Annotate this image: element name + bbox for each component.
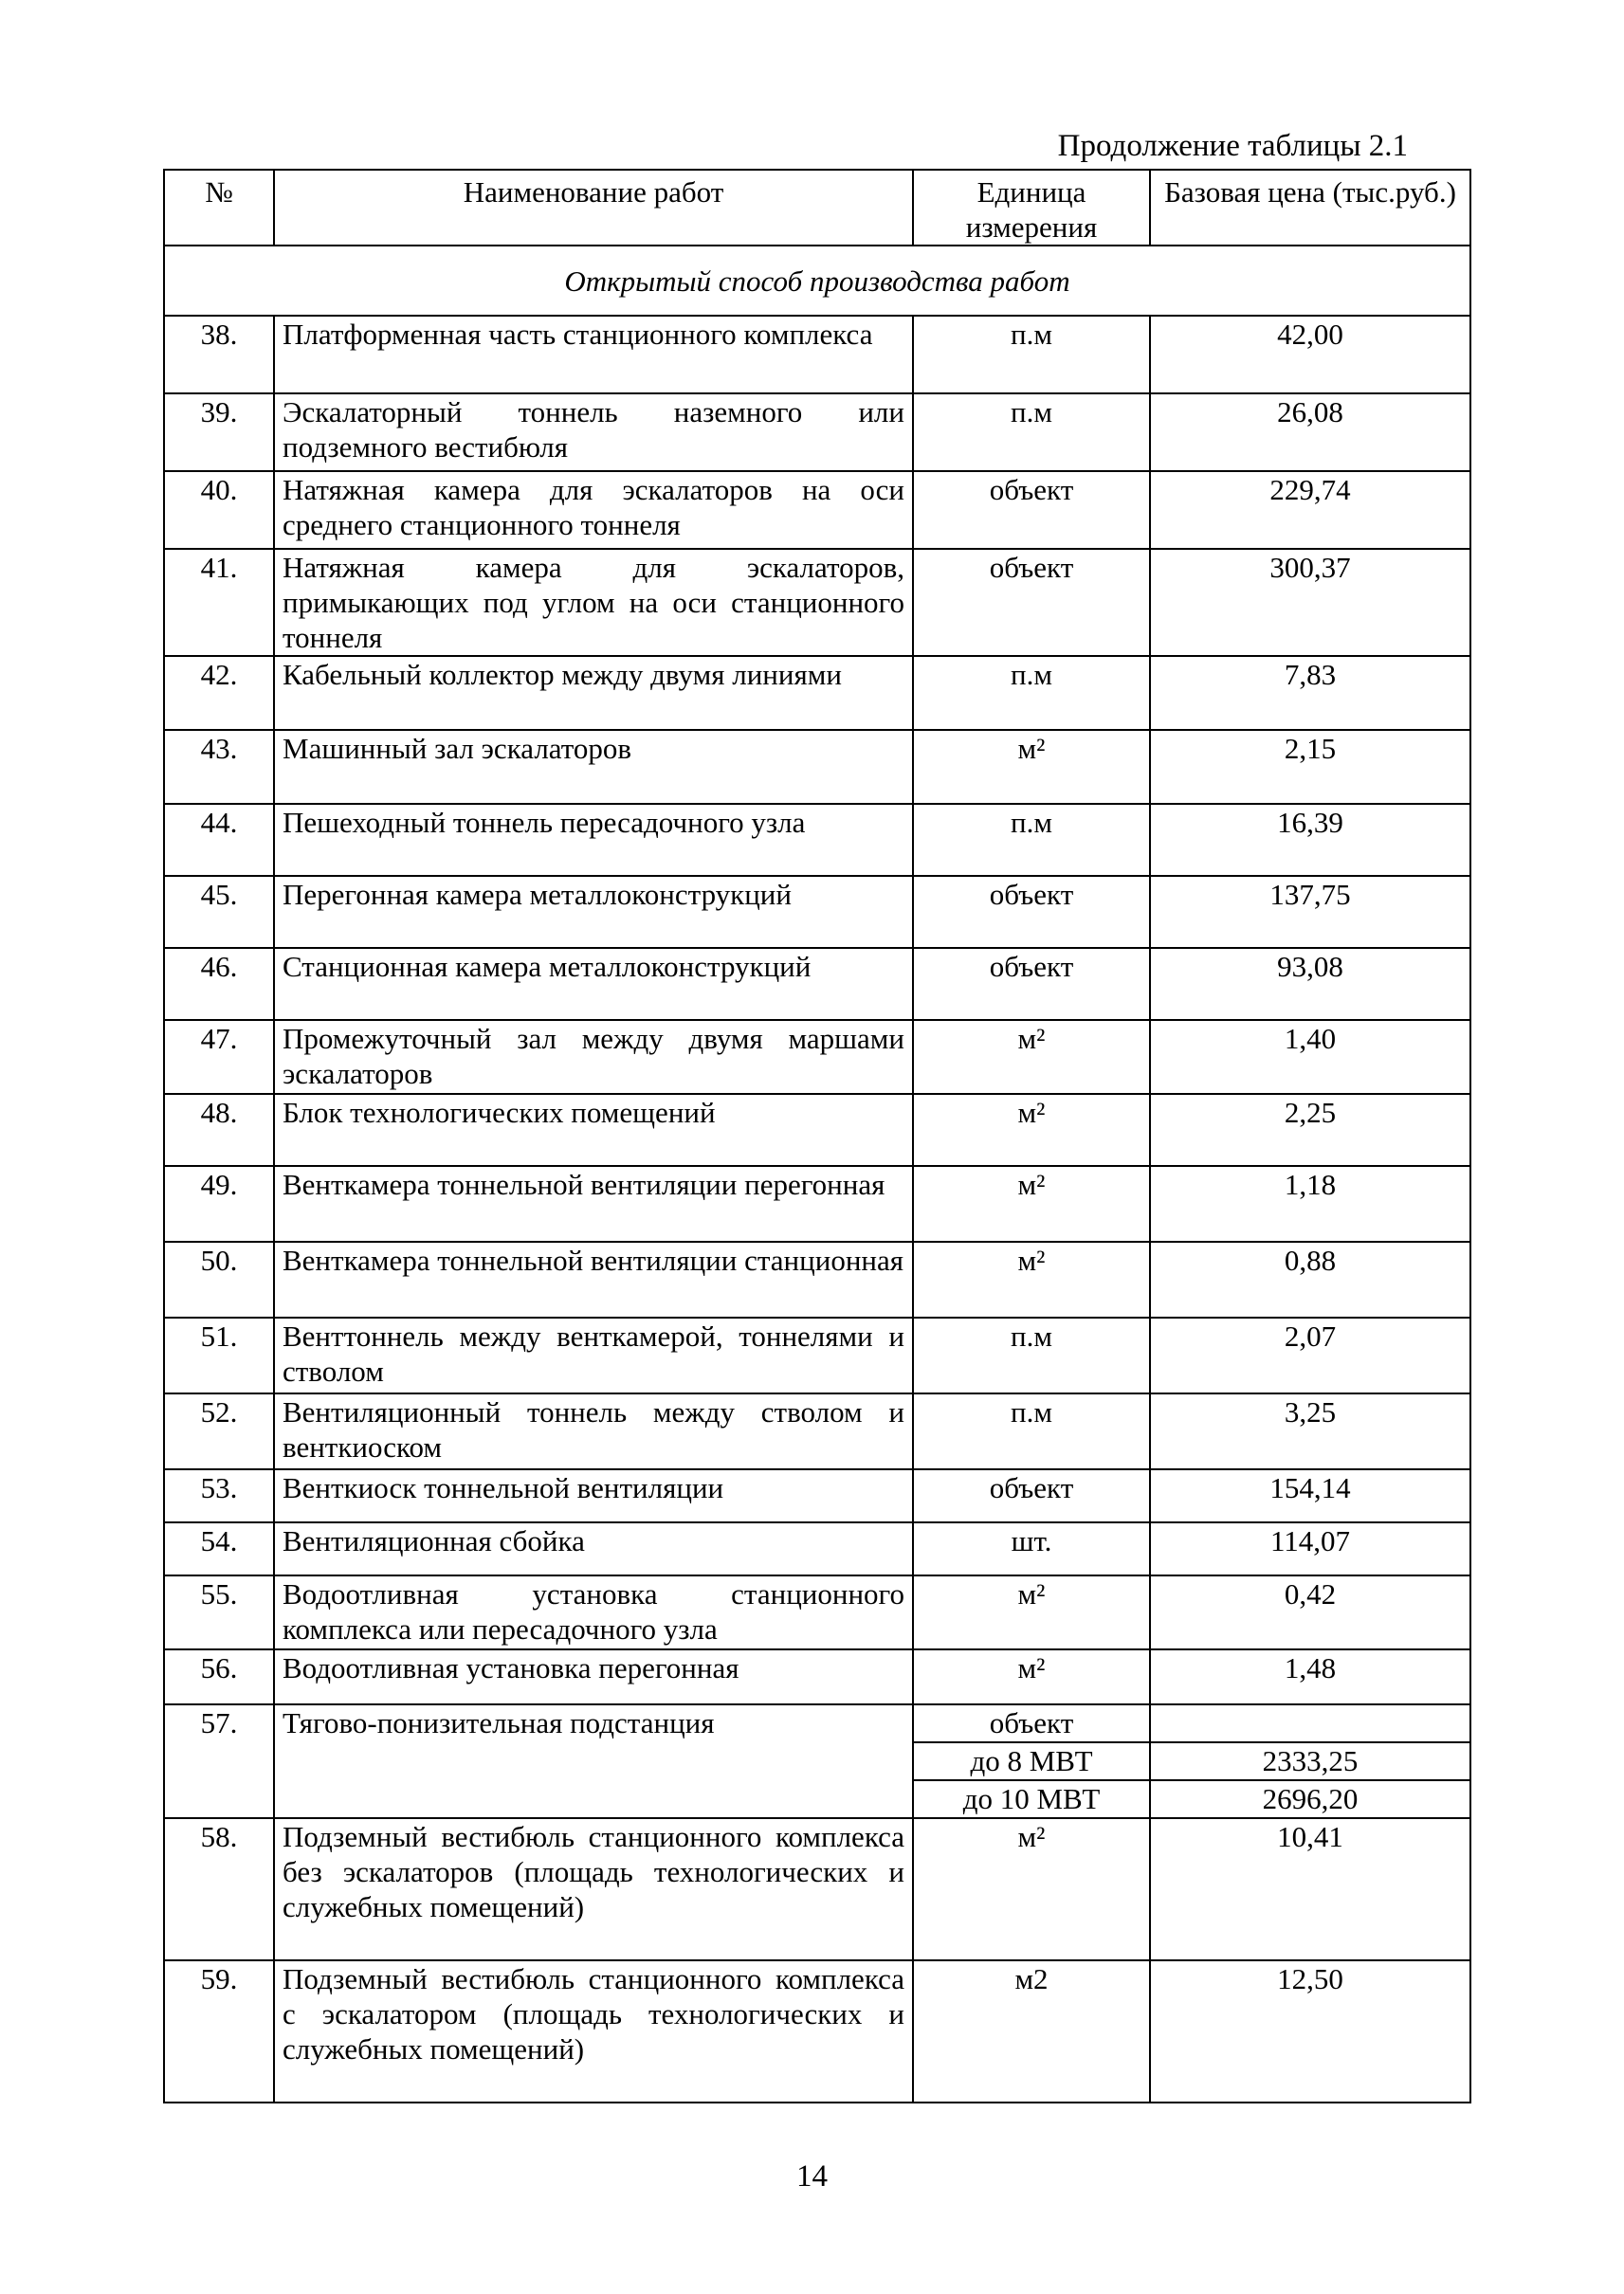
row-name: Вентиляционный тоннель между стволом и венткиоском [274, 1393, 913, 1469]
row-number: 46. [164, 948, 274, 1020]
row-price: 2,07 [1150, 1318, 1470, 1393]
table-row [164, 316, 1470, 393]
row-price: 26,08 [1150, 393, 1470, 471]
row-number: 57. [164, 1704, 274, 1818]
row-number: 39. [164, 393, 274, 471]
row-unit: м² [913, 1818, 1150, 1960]
table-row [164, 730, 1470, 804]
row-name: Венткамера тоннельной вентиляции станционная [274, 1242, 913, 1318]
row-unit: п.м [913, 1393, 1150, 1469]
table-row [164, 1469, 1470, 1522]
row-number: 59. [164, 1960, 274, 2103]
row-name: Станционная камера металлоконструкций [274, 948, 913, 1020]
row-price: 1,18 [1150, 1166, 1470, 1242]
page-number: 14 [796, 2159, 828, 2194]
row-name: Венткамера тоннельной вентиляции перегонная [274, 1166, 913, 1242]
sub-unit: объект [914, 1705, 1149, 1743]
row-price: 1,48 [1150, 1649, 1470, 1704]
row-unit: м² [913, 730, 1150, 804]
row-number: 56. [164, 1649, 274, 1704]
row-unit: шт. [913, 1522, 1150, 1575]
table-row [164, 1318, 1470, 1393]
row-name: Машинный зал эскалаторов [274, 730, 913, 804]
row-unit: п.м [913, 316, 1150, 393]
table-row [164, 1649, 1470, 1704]
price-table [163, 169, 1471, 2103]
table-row [164, 1960, 1470, 2103]
row-number: 48. [164, 1094, 274, 1166]
row-unit-group [913, 1704, 1150, 1818]
row-name: Водоотливная установка перегонная [274, 1649, 913, 1704]
row-name: Натяжная камера для эскалаторов на оси среднего станционного тоннеля [274, 471, 913, 549]
table-row [164, 804, 1470, 876]
row-unit: м² [913, 1575, 1150, 1649]
row-price: 16,39 [1150, 804, 1470, 876]
row-number: 49. [164, 1166, 274, 1242]
row-name: Натяжная камера для эскалаторов, примыкающих под углом на оси станционного тоннеля [274, 549, 913, 656]
row-name: Водоотливная установка станционного комплекса или пересадочного узла [274, 1575, 913, 1649]
row-unit: объект [913, 549, 1150, 656]
table-row [164, 549, 1470, 656]
row-unit: м² [913, 1649, 1150, 1704]
row-name: Вентиляционная сбойка [274, 1522, 913, 1575]
table-row [164, 876, 1470, 948]
row-price: 10,41 [1150, 1818, 1470, 1960]
row-unit: м² [913, 1020, 1150, 1094]
row-name: Подземный вестибюль станционного комплекса без эскалаторов (площадь технологических и служебных помещений) [274, 1818, 913, 1960]
row-price: 2,25 [1150, 1094, 1470, 1166]
row-name: Платформенная часть станционного комплекса [274, 316, 913, 393]
header-name: Наименование работ [274, 170, 913, 246]
sub-unit: до 8 МВТ [914, 1743, 1149, 1781]
table-row [164, 1393, 1470, 1469]
row-price: 42,00 [1150, 316, 1470, 393]
table-row [164, 1522, 1470, 1575]
row-number: 40. [164, 471, 274, 549]
row-number: 47. [164, 1020, 274, 1094]
row-number: 42. [164, 656, 274, 730]
row-unit: п.м [913, 656, 1150, 730]
row-name: Пешеходный тоннель пересадочного узла [274, 804, 913, 876]
section-title: Открытый способ производства работ [164, 246, 1470, 316]
table-row [164, 393, 1470, 471]
row-unit: м² [913, 1094, 1150, 1166]
row-price: 229,74 [1150, 471, 1470, 549]
row-number: 45. [164, 876, 274, 948]
row-price: 300,37 [1150, 549, 1470, 656]
header-num: № [164, 170, 274, 246]
row-price: 3,25 [1150, 1393, 1470, 1469]
table-row-57 [164, 1704, 1470, 1818]
table-row [164, 471, 1470, 549]
row-number: 52. [164, 1393, 274, 1469]
row-price: 137,75 [1150, 876, 1470, 948]
row-name: Венткиоск тоннельной вентиляции [274, 1469, 913, 1522]
row-name: Венттоннель между венткамерой, тоннелями и стволом [274, 1318, 913, 1393]
table-row [164, 1818, 1470, 1960]
row-unit: объект [913, 471, 1150, 549]
row-price: 0,88 [1150, 1242, 1470, 1318]
row-number: 58. [164, 1818, 274, 1960]
row-name: Тягово-понизительная подстанция [274, 1704, 913, 1818]
row-price: 0,42 [1150, 1575, 1470, 1649]
table-row [164, 1575, 1470, 1649]
row-name: Кабельный коллектор между двумя линиями [274, 656, 913, 730]
row-unit: м2 [913, 1960, 1150, 2103]
row-unit: объект [913, 948, 1150, 1020]
table-row [164, 1166, 1470, 1242]
table-row [164, 1020, 1470, 1094]
table-header-row [164, 170, 1470, 246]
row-unit: м² [913, 1242, 1150, 1318]
header-price: Базовая цена (тыс.руб.) [1150, 170, 1470, 246]
sub-unit: до 10 МВТ [962, 1782, 1101, 1815]
row-number: 44. [164, 804, 274, 876]
row-number: 43. [164, 730, 274, 804]
row-unit: м² [913, 1166, 1150, 1242]
row-unit: объект [913, 1469, 1150, 1522]
section-row [164, 246, 1470, 316]
row-number: 53. [164, 1469, 274, 1522]
row-price-group [1150, 1704, 1470, 1818]
row-number: 38. [164, 316, 274, 393]
row-price: 93,08 [1150, 948, 1470, 1020]
row-name: Промежуточный зал между двумя маршами эскалаторов [274, 1020, 913, 1094]
row-name: Перегонная камера металлоконструкций [274, 876, 913, 948]
row-name: Эскалаторный тоннель наземного или подземного вестибюля [274, 393, 913, 471]
header-unit: Единица измерения [913, 170, 1150, 246]
row-price: 12,50 [1150, 1960, 1470, 2103]
table-row [164, 1094, 1470, 1166]
row-price: 2,15 [1150, 730, 1470, 804]
row-price: 114,07 [1150, 1522, 1470, 1575]
table-row [164, 656, 1470, 730]
row-number: 50. [164, 1242, 274, 1318]
row-number: 41. [164, 549, 274, 656]
sub-price: 2696,20 [1262, 1782, 1359, 1815]
row-price: 7,83 [1150, 656, 1470, 730]
table-caption: Продолжение таблицы 2.1 [1057, 129, 1408, 163]
row-unit: объект [913, 876, 1150, 948]
row-name: Подземный вестибюль станционного комплекса с эскалатором (площадь технологических и служебных помещений) [274, 1960, 913, 2103]
row-name: Блок технологических помещений [274, 1094, 913, 1166]
sub-price: 2333,25 [1151, 1743, 1469, 1781]
table-row [164, 1242, 1470, 1318]
row-number: 54. [164, 1522, 274, 1575]
row-unit: п.м [913, 393, 1150, 471]
row-price: 154,14 [1150, 1469, 1470, 1522]
table-row [164, 948, 1470, 1020]
row-price: 1,40 [1150, 1020, 1470, 1094]
row-unit: п.м [913, 804, 1150, 876]
row-number: 51. [164, 1318, 274, 1393]
row-number: 55. [164, 1575, 274, 1649]
row-unit: п.м [913, 1318, 1150, 1393]
sub-price [1151, 1705, 1469, 1743]
